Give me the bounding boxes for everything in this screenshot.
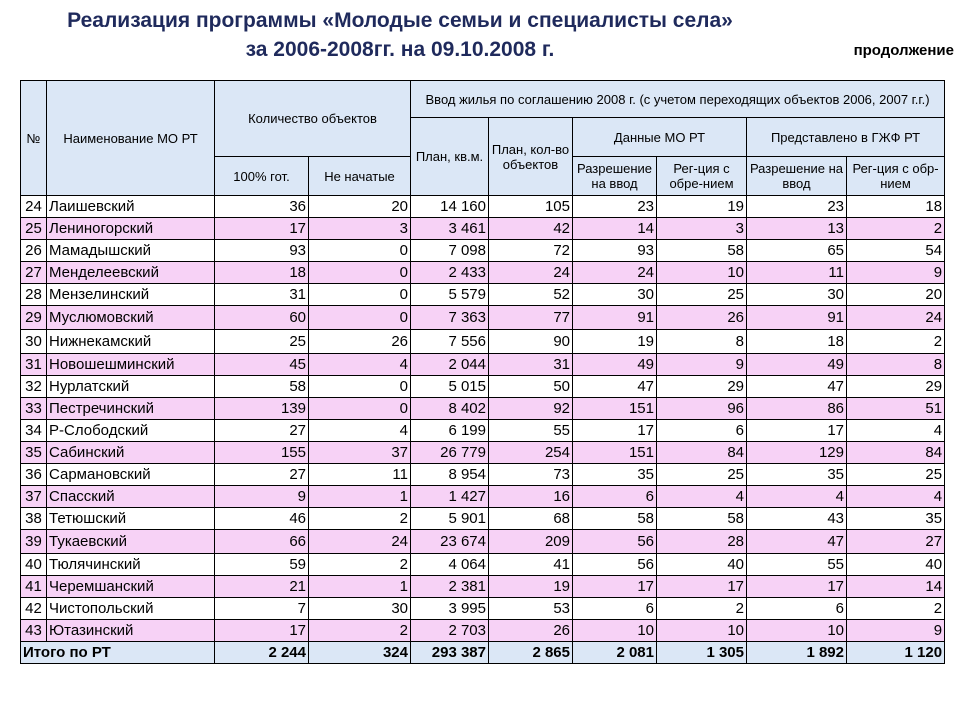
table-row [21, 554, 945, 576]
cell-plan-objects: 31 [489, 354, 573, 376]
header-plan-objects: План, кол-во объектов [489, 118, 573, 196]
table-row [21, 576, 945, 598]
cell-ready: 17 [215, 218, 309, 240]
cell-not-started: 4 [309, 420, 411, 442]
cell-mo-registration: 25 [657, 284, 747, 306]
cell-not-started: 20 [309, 196, 411, 218]
cell-gzhf-registration: 24 [847, 306, 945, 330]
cell-gzhf-registration: 54 [847, 240, 945, 262]
cell-name: Новошешминский [47, 354, 215, 376]
cell-gzhf-registration: 35 [847, 508, 945, 530]
cell-mo-registration: 2 [657, 598, 747, 620]
header-mo-registration: Рег-ция с обре-нием [657, 157, 747, 196]
page-title [0, 6, 800, 64]
cell-gzhf-registration: 40 [847, 554, 945, 576]
cell-name: Чистопольский [47, 598, 215, 620]
cell-plan-sqm: 6 199 [411, 420, 489, 442]
cell-mo-registration: 6 [657, 420, 747, 442]
title-line-1: Реализация программы «Молодые семьи и специалисты села» [67, 9, 733, 32]
cell-mo-permit: 91 [573, 306, 657, 330]
cell-not-started: 3 [309, 218, 411, 240]
cell-plan-sqm: 2 433 [411, 262, 489, 284]
cell-name: Черемшанский [47, 576, 215, 598]
cell-plan-sqm: 3 461 [411, 218, 489, 240]
cell-not-started: 0 [309, 398, 411, 420]
cell-gzhf-permit: 47 [747, 530, 847, 554]
cell-ready: 60 [215, 306, 309, 330]
cell-num: 27 [21, 262, 47, 284]
cell-name: Р-Слободский [47, 420, 215, 442]
cell-num: 39 [21, 530, 47, 554]
cell-mo-permit: 19 [573, 330, 657, 354]
header-housing: Ввод жилья по соглашению 2008 г. (с учетом переходящих объектов 2006, 2007 г.г.) [411, 81, 945, 118]
header-objects-count: Количество объектов [215, 81, 411, 157]
cell-ready: 18 [215, 262, 309, 284]
cell-num: 30 [21, 330, 47, 354]
cell-plan-objects: 209 [489, 530, 573, 554]
cell-gzhf-permit: 23 [747, 196, 847, 218]
cell-num: 24 [21, 196, 47, 218]
cell-gzhf-permit: 13 [747, 218, 847, 240]
total-mo-permit: 2 081 [573, 642, 657, 664]
cell-name: Лаишевский [47, 196, 215, 218]
cell-mo-permit: 23 [573, 196, 657, 218]
header-mo-permit: Разрешение на ввод [573, 157, 657, 196]
cell-plan-objects: 68 [489, 508, 573, 530]
total-gzhf-permit: 1 892 [747, 642, 847, 664]
cell-mo-registration: 28 [657, 530, 747, 554]
cell-name: Муслюмовский [47, 306, 215, 330]
cell-ready: 36 [215, 196, 309, 218]
cell-gzhf-permit: 11 [747, 262, 847, 284]
cell-gzhf-permit: 18 [747, 330, 847, 354]
cell-plan-objects: 73 [489, 464, 573, 486]
cell-not-started: 24 [309, 530, 411, 554]
cell-plan-sqm: 8 402 [411, 398, 489, 420]
cell-ready: 139 [215, 398, 309, 420]
cell-mo-permit: 151 [573, 442, 657, 464]
program-table [20, 80, 945, 664]
table-row [21, 354, 945, 376]
cell-num: 32 [21, 376, 47, 398]
cell-num: 35 [21, 442, 47, 464]
cell-plan-sqm: 23 674 [411, 530, 489, 554]
cell-plan-sqm: 5 015 [411, 376, 489, 398]
cell-plan-objects: 72 [489, 240, 573, 262]
cell-name: Тетюшский [47, 508, 215, 530]
cell-gzhf-permit: 47 [747, 376, 847, 398]
cell-not-started: 1 [309, 486, 411, 508]
cell-ready: 7 [215, 598, 309, 620]
cell-gzhf-permit: 10 [747, 620, 847, 642]
cell-plan-sqm: 4 064 [411, 554, 489, 576]
cell-ready: 66 [215, 530, 309, 554]
table-row [21, 420, 945, 442]
cell-mo-permit: 49 [573, 354, 657, 376]
cell-gzhf-registration: 8 [847, 354, 945, 376]
cell-ready: 155 [215, 442, 309, 464]
cell-num: 40 [21, 554, 47, 576]
cell-mo-registration: 3 [657, 218, 747, 240]
cell-mo-permit: 17 [573, 420, 657, 442]
cell-gzhf-permit: 55 [747, 554, 847, 576]
cell-mo-permit: 151 [573, 398, 657, 420]
cell-plan-sqm: 1 427 [411, 486, 489, 508]
total-not-started: 324 [309, 642, 411, 664]
cell-mo-permit: 30 [573, 284, 657, 306]
cell-plan-sqm: 2 381 [411, 576, 489, 598]
cell-name: Пестречинский [47, 398, 215, 420]
cell-gzhf-permit: 17 [747, 576, 847, 598]
cell-ready: 93 [215, 240, 309, 262]
total-plan-objects: 2 865 [489, 642, 573, 664]
table-row [21, 262, 945, 284]
cell-gzhf-registration: 4 [847, 420, 945, 442]
cell-num: 28 [21, 284, 47, 306]
table-row [21, 398, 945, 420]
cell-gzhf-permit: 43 [747, 508, 847, 530]
header-num: № [21, 81, 47, 196]
cell-not-started: 2 [309, 554, 411, 576]
cell-gzhf-permit: 86 [747, 398, 847, 420]
header-gzhf-registration: Рег-ция с обр-нием [847, 157, 945, 196]
cell-not-started: 0 [309, 376, 411, 398]
cell-gzhf-registration: 84 [847, 442, 945, 464]
cell-not-started: 37 [309, 442, 411, 464]
cell-ready: 17 [215, 620, 309, 642]
cell-ready: 59 [215, 554, 309, 576]
table-row [21, 620, 945, 642]
cell-plan-sqm: 7 363 [411, 306, 489, 330]
cell-plan-objects: 26 [489, 620, 573, 642]
cell-gzhf-registration: 2 [847, 330, 945, 354]
cell-gzhf-permit: 17 [747, 420, 847, 442]
cell-plan-objects: 42 [489, 218, 573, 240]
cell-mo-registration: 10 [657, 620, 747, 642]
cell-mo-registration: 84 [657, 442, 747, 464]
cell-name: Ютазинский [47, 620, 215, 642]
cell-num: 37 [21, 486, 47, 508]
total-ready: 2 244 [215, 642, 309, 664]
cell-mo-permit: 47 [573, 376, 657, 398]
cell-mo-permit: 10 [573, 620, 657, 642]
cell-mo-registration: 29 [657, 376, 747, 398]
cell-num: 43 [21, 620, 47, 642]
cell-num: 41 [21, 576, 47, 598]
cell-plan-objects: 90 [489, 330, 573, 354]
cell-not-started: 0 [309, 262, 411, 284]
table-row [21, 442, 945, 464]
cell-mo-registration: 19 [657, 196, 747, 218]
cell-mo-registration: 17 [657, 576, 747, 598]
cell-gzhf-permit: 35 [747, 464, 847, 486]
cell-plan-objects: 105 [489, 196, 573, 218]
cell-mo-registration: 40 [657, 554, 747, 576]
cell-name: Мамадышский [47, 240, 215, 262]
cell-plan-objects: 19 [489, 576, 573, 598]
cell-num: 42 [21, 598, 47, 620]
title-line-2: за 2006-2008гг. на 09.10.2008 г. [245, 38, 555, 61]
cell-ready: 58 [215, 376, 309, 398]
cell-not-started: 30 [309, 598, 411, 620]
cell-not-started: 0 [309, 240, 411, 262]
cell-name: Нурлатский [47, 376, 215, 398]
cell-gzhf-registration: 9 [847, 262, 945, 284]
cell-gzhf-permit: 30 [747, 284, 847, 306]
cell-plan-sqm: 2 044 [411, 354, 489, 376]
cell-name: Тукаевский [47, 530, 215, 554]
cell-mo-permit: 6 [573, 486, 657, 508]
cell-plan-objects: 254 [489, 442, 573, 464]
total-plan-sqm: 293 387 [411, 642, 489, 664]
cell-plan-sqm: 7 556 [411, 330, 489, 354]
table-row [21, 508, 945, 530]
table-row [21, 486, 945, 508]
header-gzhf: Представлено в ГЖФ РТ [747, 118, 945, 157]
cell-not-started: 26 [309, 330, 411, 354]
cell-plan-objects: 16 [489, 486, 573, 508]
header-gzhf-permit: Разрешение на ввод [747, 157, 847, 196]
cell-gzhf-permit: 65 [747, 240, 847, 262]
cell-num: 33 [21, 398, 47, 420]
cell-name: Менделеевский [47, 262, 215, 284]
cell-mo-permit: 6 [573, 598, 657, 620]
table-body [21, 196, 945, 664]
cell-plan-sqm: 3 995 [411, 598, 489, 620]
cell-mo-permit: 17 [573, 576, 657, 598]
cell-mo-permit: 56 [573, 530, 657, 554]
cell-gzhf-registration: 14 [847, 576, 945, 598]
table-row [21, 306, 945, 330]
cell-ready: 21 [215, 576, 309, 598]
cell-not-started: 2 [309, 620, 411, 642]
cell-not-started: 4 [309, 354, 411, 376]
cell-plan-sqm: 7 098 [411, 240, 489, 262]
table-row [21, 240, 945, 262]
cell-not-started: 0 [309, 284, 411, 306]
cell-plan-objects: 77 [489, 306, 573, 330]
cell-mo-registration: 8 [657, 330, 747, 354]
total-label: Итого по РТ [21, 642, 215, 664]
cell-num: 34 [21, 420, 47, 442]
header-not-started: Не начатые [309, 157, 411, 196]
cell-plan-objects: 53 [489, 598, 573, 620]
cell-ready: 27 [215, 464, 309, 486]
cell-num: 36 [21, 464, 47, 486]
cell-mo-registration: 25 [657, 464, 747, 486]
table-row [21, 598, 945, 620]
cell-mo-registration: 96 [657, 398, 747, 420]
table-row [21, 330, 945, 354]
cell-gzhf-permit: 91 [747, 306, 847, 330]
cell-name: Лениногорский [47, 218, 215, 240]
cell-name: Сармановский [47, 464, 215, 486]
cell-gzhf-registration: 2 [847, 598, 945, 620]
table-row [21, 196, 945, 218]
cell-mo-permit: 58 [573, 508, 657, 530]
total-row [21, 642, 945, 664]
cell-plan-objects: 55 [489, 420, 573, 442]
cell-mo-registration: 4 [657, 486, 747, 508]
table-row [21, 218, 945, 240]
cell-ready: 25 [215, 330, 309, 354]
cell-plan-sqm: 5 579 [411, 284, 489, 306]
cell-not-started: 0 [309, 306, 411, 330]
cell-gzhf-registration: 20 [847, 284, 945, 306]
cell-num: 29 [21, 306, 47, 330]
cell-ready: 46 [215, 508, 309, 530]
cell-gzhf-permit: 4 [747, 486, 847, 508]
cell-name: Спасский [47, 486, 215, 508]
cell-gzhf-registration: 27 [847, 530, 945, 554]
cell-gzhf-registration: 4 [847, 486, 945, 508]
cell-gzhf-registration: 9 [847, 620, 945, 642]
cell-gzhf-registration: 25 [847, 464, 945, 486]
cell-mo-registration: 9 [657, 354, 747, 376]
cell-gzhf-permit: 49 [747, 354, 847, 376]
cell-plan-sqm: 5 901 [411, 508, 489, 530]
cell-plan-objects: 41 [489, 554, 573, 576]
cell-gzhf-registration: 18 [847, 196, 945, 218]
continuation-label: продолжение [853, 42, 954, 59]
cell-name: Сабинский [47, 442, 215, 464]
cell-not-started: 1 [309, 576, 411, 598]
cell-not-started: 2 [309, 508, 411, 530]
cell-mo-registration: 26 [657, 306, 747, 330]
cell-ready: 45 [215, 354, 309, 376]
table-row [21, 530, 945, 554]
cell-gzhf-registration: 29 [847, 376, 945, 398]
header-name: Наименование МО РТ [47, 81, 215, 196]
total-gzhf-registration: 1 120 [847, 642, 945, 664]
cell-num: 31 [21, 354, 47, 376]
cell-gzhf-permit: 6 [747, 598, 847, 620]
header-ready: 100% гот. [215, 157, 309, 196]
header-plan-sqm: План, кв.м. [411, 118, 489, 196]
cell-ready: 31 [215, 284, 309, 306]
cell-mo-registration: 10 [657, 262, 747, 284]
cell-plan-sqm: 8 954 [411, 464, 489, 486]
cell-gzhf-registration: 2 [847, 218, 945, 240]
cell-not-started: 11 [309, 464, 411, 486]
cell-mo-permit: 14 [573, 218, 657, 240]
cell-ready: 9 [215, 486, 309, 508]
cell-plan-objects: 52 [489, 284, 573, 306]
cell-plan-objects: 92 [489, 398, 573, 420]
total-mo-registration: 1 305 [657, 642, 747, 664]
cell-plan-objects: 24 [489, 262, 573, 284]
cell-gzhf-registration: 51 [847, 398, 945, 420]
cell-num: 25 [21, 218, 47, 240]
cell-num: 26 [21, 240, 47, 262]
cell-mo-permit: 56 [573, 554, 657, 576]
cell-mo-registration: 58 [657, 240, 747, 262]
cell-mo-permit: 35 [573, 464, 657, 486]
cell-name: Тюлячинский [47, 554, 215, 576]
table-row [21, 284, 945, 306]
header-mo-data: Данные МО РТ [573, 118, 747, 157]
cell-plan-objects: 50 [489, 376, 573, 398]
table-row [21, 464, 945, 486]
cell-name: Нижнекамский [47, 330, 215, 354]
cell-ready: 27 [215, 420, 309, 442]
cell-plan-sqm: 2 703 [411, 620, 489, 642]
cell-plan-sqm: 26 779 [411, 442, 489, 464]
cell-mo-registration: 58 [657, 508, 747, 530]
cell-plan-sqm: 14 160 [411, 196, 489, 218]
cell-gzhf-permit: 129 [747, 442, 847, 464]
cell-mo-permit: 24 [573, 262, 657, 284]
table-row [21, 376, 945, 398]
cell-name: Мензелинский [47, 284, 215, 306]
cell-mo-permit: 93 [573, 240, 657, 262]
cell-num: 38 [21, 508, 47, 530]
